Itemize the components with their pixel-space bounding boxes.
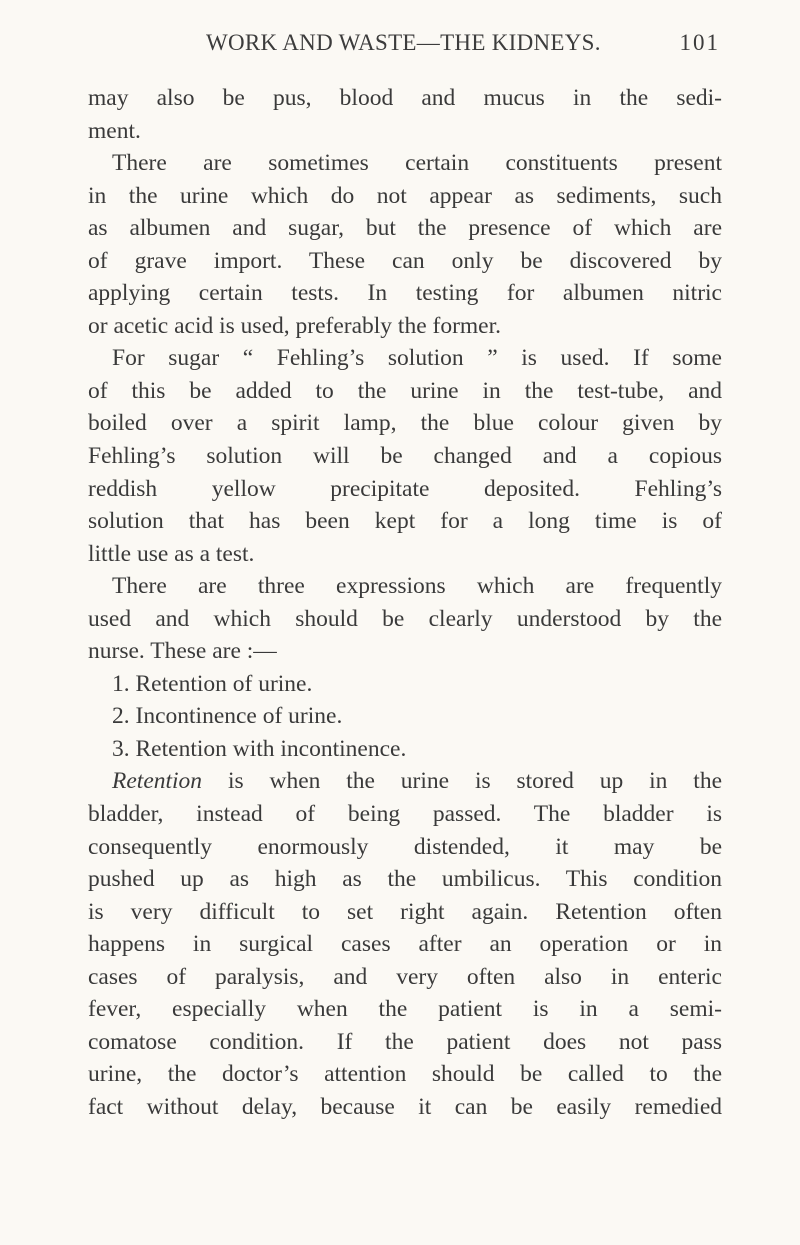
text-line: may also be pus, blood and mucus in the sedi- [88,85,722,111]
text-line: There are three expressions which are frequently [112,573,722,600]
list-item: 3. Retention with incontinence. [112,735,407,762]
running-head-title: WORK AND WASTE—THE KIDNEYS. [206,30,601,55]
text-line: nurse. These are :— [88,638,277,665]
text-line: little use as a test. [88,540,255,567]
text-line: reddish yellow precipitate deposited. Fehling’s [88,475,722,502]
text-line: used and which should be clearly understood by the [88,605,722,632]
text-line: consequently enormously distended, it may be [88,833,722,860]
text-line: of this be added to the urine in the test-tube, and [88,377,722,404]
text-line: solution that has been kept for a long time is of [88,508,722,535]
text-line-rest: is when the urine is stored up in the [227,768,723,795]
text-line: For sugar “ Fehling’s solution ” is used. If some [112,345,722,372]
text-line [88,765,722,798]
text-line: applying certain tests. In testing for albumen nitric [88,280,722,307]
body-text [88,82,722,1124]
list-item: 1. Retention of urine. [112,670,313,697]
text-line: There are sometimes certain constituents present [112,150,722,177]
text-line: ment. [88,117,141,144]
text-line: happens in surgical cases after an operation or in [88,931,722,958]
list-item: 2. Incontinence of urine. [112,703,343,730]
text-line: boiled over a spirit lamp, the blue colour given by [88,410,722,437]
text-line: Fehling’s solution will be changed and a copious [88,443,722,470]
text-line: cases of paralysis, and very often also in enteric [88,963,722,990]
text-line: is very difficult to set right again. Retention often [88,898,722,925]
text-line: fact without delay, because it can be easily remedied [88,1093,722,1120]
running-head [88,30,720,60]
text-line: bladder, instead of being passed. The bladder is [88,801,722,828]
text-line: urine, the doctor’s attention should be called to the [88,1061,722,1088]
text-line: as albumen and sugar, but the presence of which are [88,215,722,242]
text-line: of grave import. These can only be discovered by [88,247,722,274]
page-number: 101 [679,30,720,55]
text-line: fever, especially when the patient is in a semi- [88,996,722,1023]
italic-term: Retention [112,768,203,795]
text-line: in the urine which do not appear as sediments, such [88,182,722,209]
text-line: comatose condition. If the patient does not pass [88,1028,722,1055]
text-line: pushed up as high as the umbilicus. This condition [88,866,722,893]
text-line: or acetic acid is used, preferably the former. [88,312,502,339]
